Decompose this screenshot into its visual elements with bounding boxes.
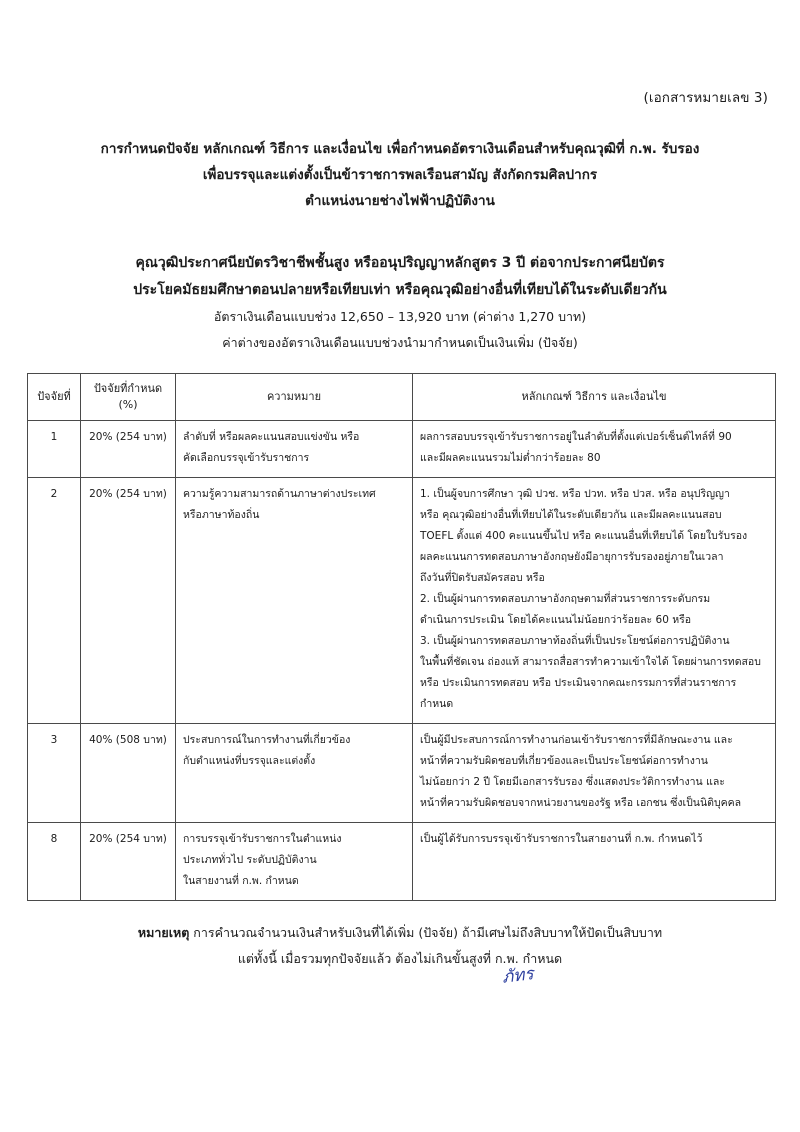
table-row: [28, 823, 776, 901]
cell-meaning: [176, 724, 413, 823]
meaning-line: คัดเลือกบรรจุเข้ารับราชการ: [183, 452, 310, 464]
criteria-line: และมีผลคะแนนรวมไม่ต่ำกว่าร้อยละ 80: [420, 452, 601, 464]
difference-line: ค่าต่างของอัตราเงินเดือนแบบช่วงนำมากำหนดเป็นเงินเพิ่ม (ปัจจัย): [222, 335, 578, 350]
qualification-line-1: คุณวุฒิประกาศนียบัตรวิชาชีพชั้นสูง หรืออนุปริญญาหลักสูตร 3 ปี ต่อจากประกาศนียบัตร: [135, 255, 665, 271]
header-factor-percent: ปัจจัยที่กำหนด (%): [81, 374, 176, 421]
cell-meaning: [176, 823, 413, 901]
cell-factor-no: 8: [28, 823, 81, 901]
title-line-1: การกำหนดปัจจัย หลักเกณฑ์ วิธีการ และเงื่อนไข เพื่อกำหนดอัตราเงินเดือนสำหรับคุณวุฒิที่ ก.พ. รับรอง: [100, 141, 700, 157]
cell-factor-percent: 20% (254 บาท): [81, 478, 176, 724]
criteria-line: ในพื้นที่ชัดเจน ถ่องแท้ สามารถสื่อสารทำความเข้าใจได้ โดยผ่านการทดสอบ: [420, 656, 761, 668]
cell-criteria: [413, 421, 776, 478]
qualification-line-2: ประโยคมัธยมศึกษาตอนปลายหรือเทียบเท่า หรือคุณวุฒิอย่างอื่นที่เทียบได้ในระดับเดียวกัน: [133, 282, 667, 298]
note-line-1: [0, 920, 800, 946]
criteria-line: ถึงวันที่ปิดรับสมัครสอบ หรือ: [420, 572, 545, 584]
cell-criteria: [413, 478, 776, 724]
cell-factor-percent: 20% (254 บาท): [81, 823, 176, 901]
criteria-line: กำหนด: [420, 698, 454, 710]
header-meaning: ความหมาย: [176, 374, 413, 421]
salary-range-line: อัตราเงินเดือนแบบช่วง 12,650 – 13,920 บาท (ค่าต่าง 1,270 บาท): [213, 309, 587, 324]
meaning-line: ในสายงานที่ ก.พ. กำหนด: [183, 875, 299, 887]
criteria-line: หน้าที่ความรับผิดชอบที่เกี่ยวข้องและเป็นประโยชน์ต่อการทำงาน: [420, 755, 708, 767]
criteria-line: TOEFL ตั้งแต่ 400 คะแนนขึ้นไป หรือ คะแนนอื่นที่เทียบได้ โดยใบรับรอง: [420, 530, 748, 542]
note-text: การคำนวณจำนวนเงินสำหรับเงินที่ได้เพิ่ม (ปัจจัย) ถ้ามีเศษไม่ถึงสิบบาทให้ปัดเป็นสิบบาท: [189, 925, 663, 940]
criteria-table: [27, 373, 776, 901]
criteria-line: 3. เป็นผู้ผ่านการทดสอบภาษาท้องถิ่นที่เป็นประโยชน์ต่อการปฏิบัติงาน: [420, 635, 730, 647]
criteria-line: หรือ ประเมินการทดสอบ หรือ ประเมินจากคณะกรรมการที่ส่วนราชการ: [420, 677, 737, 689]
title-line-2: เพื่อบรรจุและแต่งตั้งเป็นข้าราชการพลเรือนสามัญ สังกัดกรมศิลปากร: [202, 167, 598, 183]
cell-criteria: [413, 823, 776, 901]
header-criteria: หลักเกณฑ์ วิธีการ และเงื่อนไข: [413, 374, 776, 421]
cell-factor-no: 1: [28, 421, 81, 478]
cell-criteria: [413, 724, 776, 823]
table-row: [28, 724, 776, 823]
criteria-line: เป็นผู้มีประสบการณ์การทำงานก่อนเข้ารับราชการที่มีลักษณะงาน และ: [420, 734, 733, 746]
criteria-line: 1. เป็นผู้จบการศึกษา วุฒิ ปวช. หรือ ปวท. หรือ ปวส. หรือ อนุปริญญา: [420, 488, 730, 500]
criteria-line: ผลคะแนนการทดสอบภาษาอังกฤษยังมีอายุการรับรองอยู่ภายในเวลา: [420, 551, 724, 563]
header-factor-no: ปัจจัยที่: [28, 374, 81, 421]
criteria-line: หรือ คุณวุฒิอย่างอื่นที่เทียบได้ในระดับเดียวกัน และมีผลคะแนนสอบ: [420, 509, 722, 521]
table-header-row: [28, 374, 776, 421]
criteria-line: เป็นผู้ได้รับการบรรจุเข้ารับราชการในสายงานที่ ก.พ. กำหนดไว้: [420, 833, 703, 845]
document-title: [0, 136, 800, 214]
cell-factor-no: 2: [28, 478, 81, 724]
qualification-block: [0, 250, 800, 356]
table-row: [28, 421, 776, 478]
handwritten-signature: ภัทร: [500, 964, 535, 988]
cell-factor-no: 3: [28, 724, 81, 823]
criteria-line: 2. เป็นผู้ผ่านการทดสอบภาษาอังกฤษตามที่ส่วนราชการระดับกรม: [420, 593, 711, 605]
criteria-line: ดำเนินการประเมิน โดยได้คะแนนไม่น้อยกว่าร้อยละ 60 หรือ: [420, 614, 692, 626]
cell-factor-percent: 40% (508 บาท): [81, 724, 176, 823]
title-line-3: ตำแหน่งนายช่างไฟฟ้าปฏิบัติงาน: [305, 193, 495, 209]
note-line-2: แต่ทั้งนี้ เมื่อรวมทุกปัจจัยแล้ว ต้องไม่เกินขั้นสูงที่ ก.พ. กำหนด: [237, 951, 563, 966]
table-row: [28, 478, 776, 724]
criteria-line: ผลการสอบบรรจุเข้ารับราชการอยู่ในลำดับที่ตั้งแต่เปอร์เซ็นต์ไทล์ที่ 90: [420, 431, 732, 443]
note-label: หมายเหตุ: [137, 925, 190, 940]
meaning-line: กับตำแหน่งที่บรรจุและแต่งตั้ง: [183, 755, 316, 767]
meaning-line: ลำดับที่ หรือผลคะแนนสอบแข่งขัน หรือ: [183, 431, 360, 443]
criteria-line: ไม่น้อยกว่า 2 ปี โดยมีเอกสารรับรอง ซึ่งแสดงประวัติการทำงาน และ: [420, 776, 725, 788]
meaning-line: ความรู้ความสามารถด้านภาษาต่างประเทศ: [183, 488, 376, 500]
cell-meaning: [176, 421, 413, 478]
meaning-line: หรือภาษาท้องถิ่น: [183, 509, 260, 521]
meaning-line: ประสบการณ์ในการทำงานที่เกี่ยวข้อง: [183, 734, 351, 746]
cell-meaning: [176, 478, 413, 724]
footer-note: [0, 920, 800, 972]
document-code: (เอกสารหมายเลข 3): [643, 90, 768, 106]
meaning-line: ประเภททั่วไป ระดับปฏิบัติงาน: [183, 854, 317, 866]
criteria-line: หน้าที่ความรับผิดชอบจากหน่วยงานของรัฐ หรือ เอกชน ซึ่งเป็นนิติบุคคล: [420, 797, 742, 809]
cell-factor-percent: 20% (254 บาท): [81, 421, 176, 478]
meaning-line: การบรรจุเข้ารับราชการในตำแหน่ง: [183, 833, 342, 845]
